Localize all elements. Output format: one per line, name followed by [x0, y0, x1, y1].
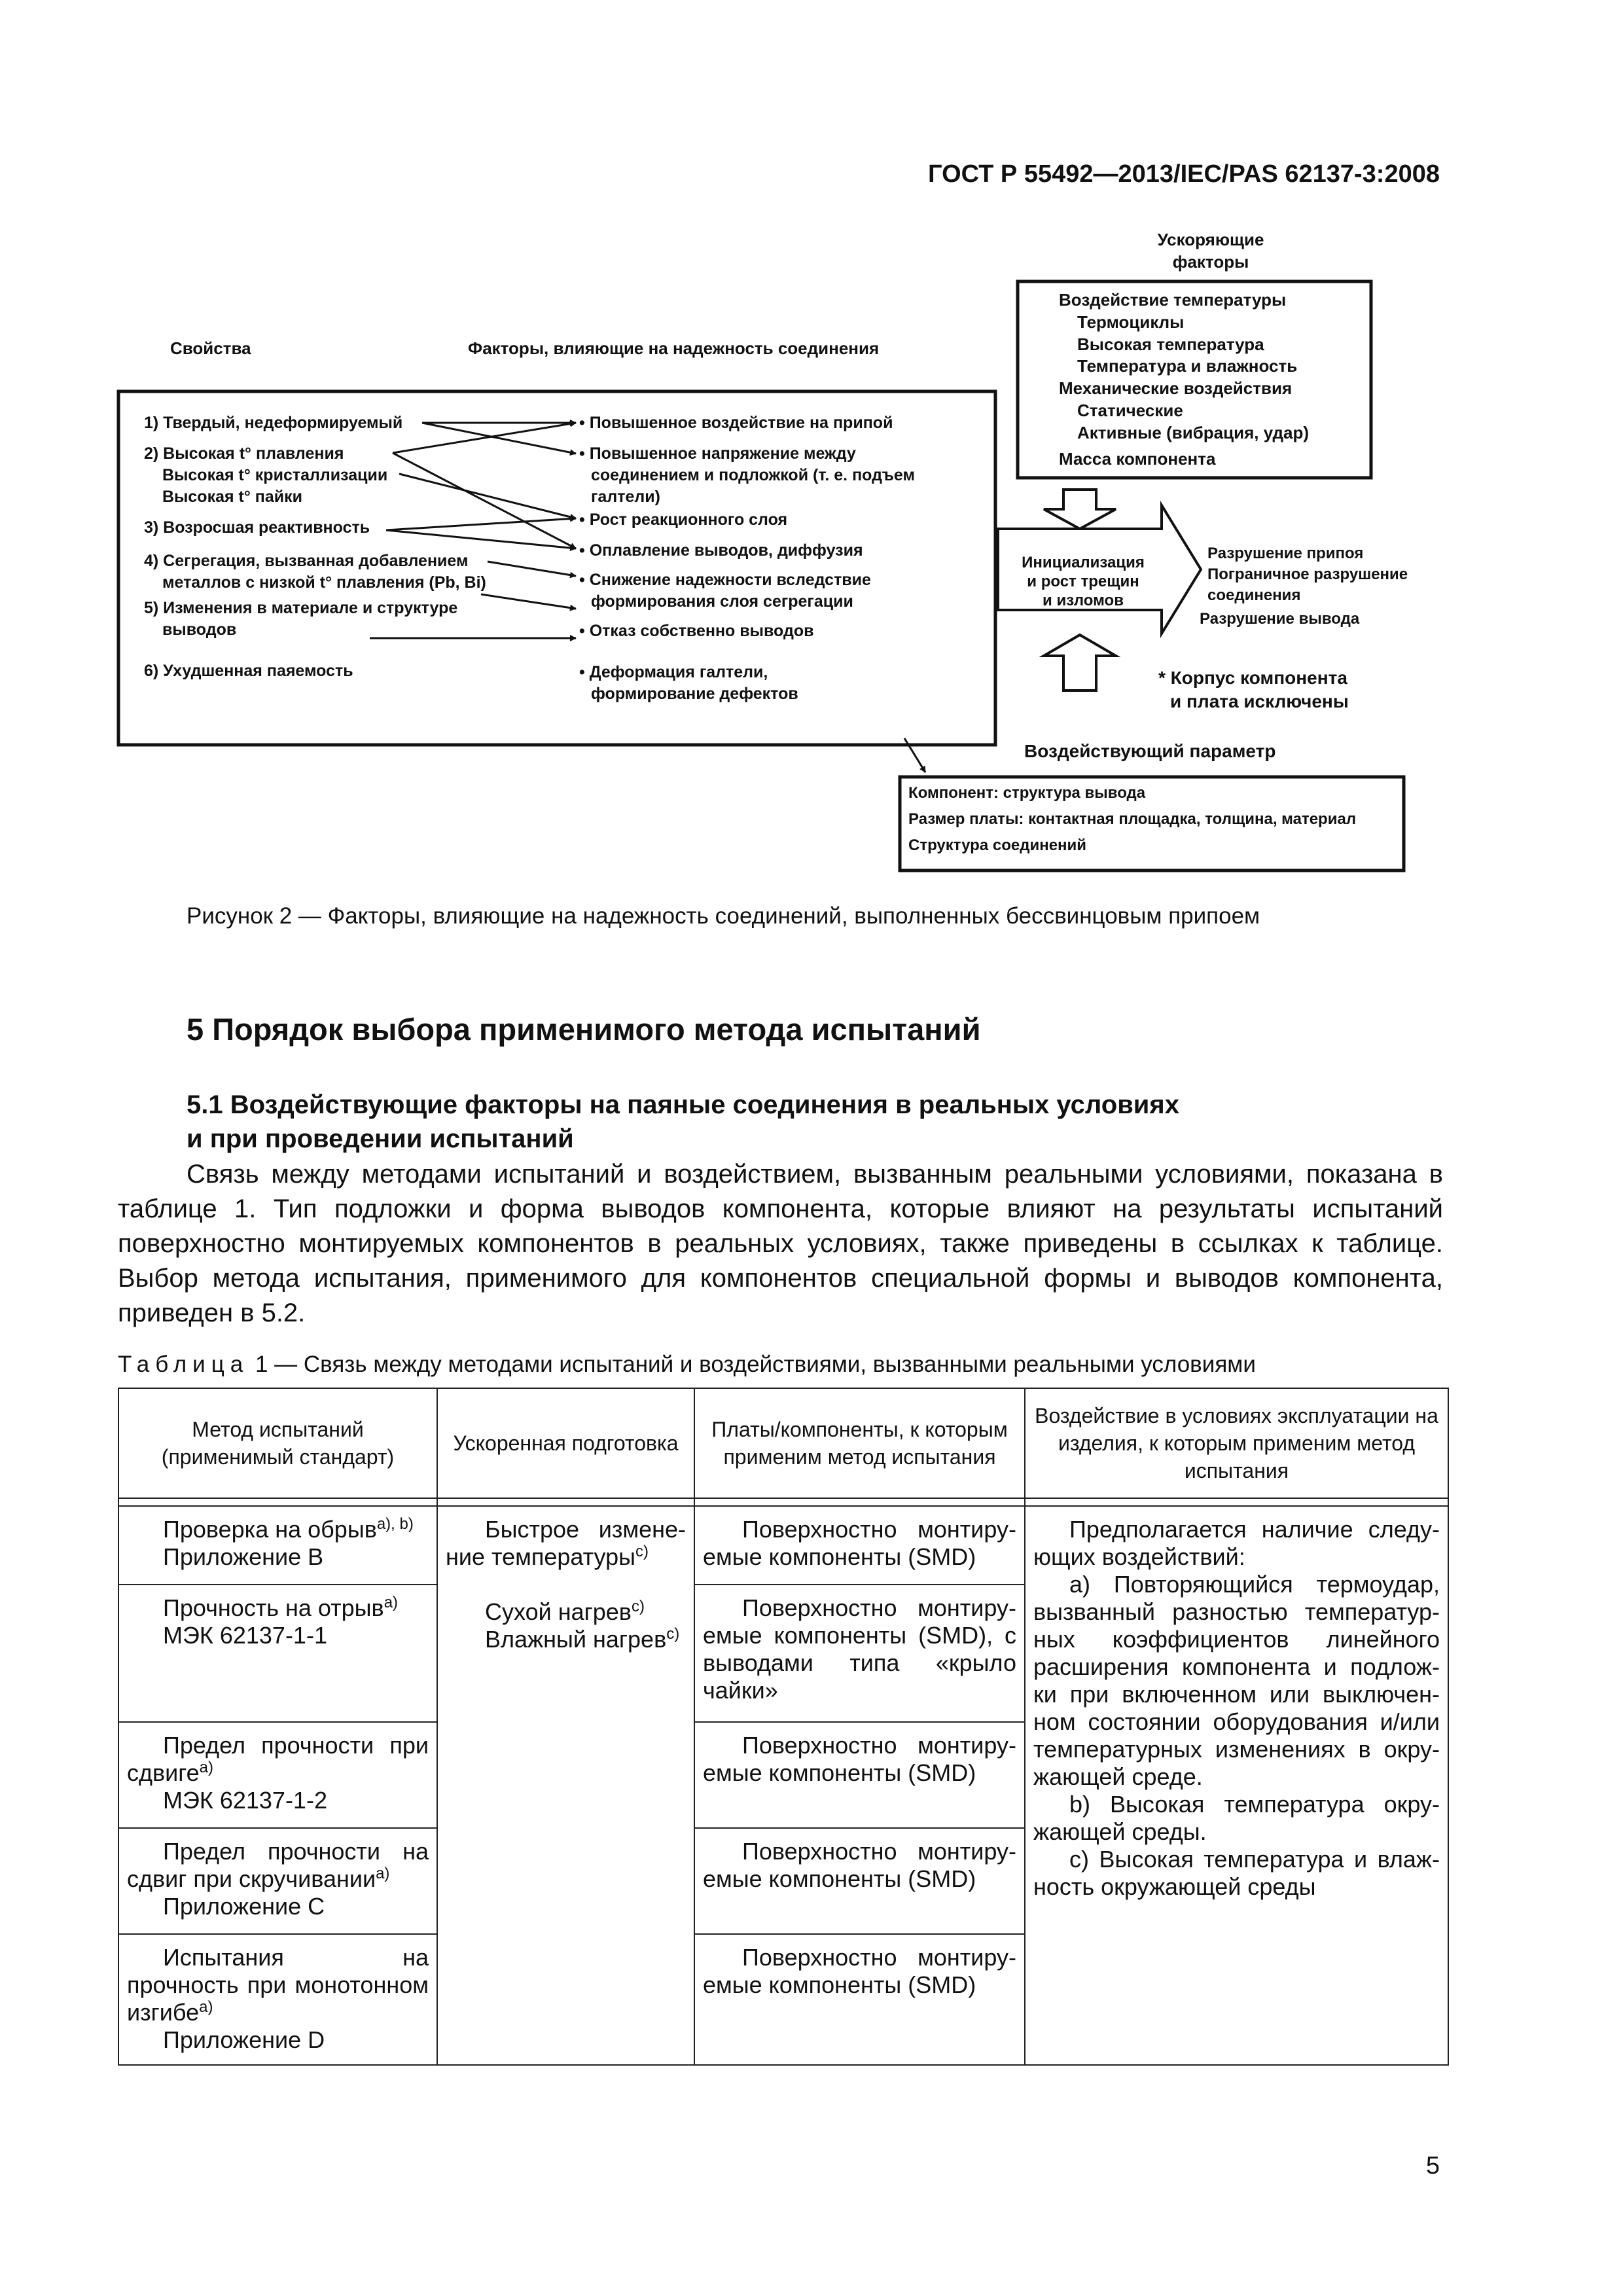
method-title: Испытания на прочность при монотонном изгибе	[127, 1944, 429, 2026]
body-paragraph: Связь между методами испытаний и воздействием, вызванным реальными условиями, показана в таблице 1. Тип подложки и форма выводов компонента, которые влияют на результаты испытаний поверхностно монтируемых компонентов в реальных условиях, также приведены в ссылках к таблице. Выбор метода испытания, применимого для компонентов специальной формы и выводов компонента, приведен в 5.2.	[118, 1160, 1443, 1327]
accel-line-2	[446, 1598, 686, 1626]
accel-footnote: c)	[635, 1543, 649, 1560]
accel-text: Сухой нагрев	[485, 1598, 632, 1625]
prop-item: 1) Твердый, недеформируемый	[144, 414, 403, 432]
method-reference: Приложение D	[163, 2026, 325, 2053]
accel-title	[1132, 229, 1289, 274]
factor-item: галтели)	[591, 488, 660, 506]
note-line: * Корпус компонента	[1158, 668, 1347, 688]
param-list	[908, 780, 1356, 859]
failure-item: Пограничное разрушение	[1207, 565, 1408, 583]
accel-line-3	[446, 1626, 686, 1653]
subsection-heading-line1: 5.1 Воздействующие факторы на паяные соединения в реальных условиях	[187, 1090, 1179, 1119]
effects-intro: Предполагается наличие следу-ющих воздействий:	[1033, 1516, 1440, 1570]
figure-caption: Рисунок 2 — Факторы, влияющие на надежность соединений, выполненных бессвинцовым припоем	[187, 903, 1260, 929]
accel-item: Высокая температура	[1077, 334, 1264, 354]
method-reference: Приложение B	[163, 1543, 324, 1570]
param-item: Компонент: структура вывода	[908, 784, 1146, 802]
factor-item: формирования слоя сегрегации	[591, 592, 853, 611]
factor-item: формирование дефектов	[591, 685, 798, 703]
table-caption	[118, 1352, 1256, 1378]
method-cell	[118, 1722, 437, 1828]
boards-cell: Поверхностно монтиру-емые компоненты (SMD)	[694, 1934, 1025, 2065]
factor-item: • Отказ собственно выводов	[579, 622, 814, 640]
methods-table	[118, 1388, 1449, 2066]
init-line: Инициализация	[1022, 554, 1145, 571]
note-line: и плата исключены	[1170, 691, 1349, 711]
method-reference: Приложение C	[163, 1893, 325, 1920]
header-boards: Платы/компоненты, к которым применим метод испытания	[694, 1388, 1025, 1498]
param-item: Структура соединений	[908, 836, 1087, 854]
init-label	[1008, 553, 1158, 610]
accel-line-1	[446, 1516, 686, 1571]
header-accel: Ускоренная подготовка	[437, 1388, 694, 1498]
init-line: и рост трещин	[1027, 573, 1139, 590]
method-title: Прочность на отрыв	[163, 1594, 384, 1621]
prop-item: 3) Возросшая реактивность	[144, 518, 370, 537]
method-name	[127, 1732, 429, 1787]
failure-item: Разрушение вывода	[1200, 610, 1360, 628]
factor-item: • Повышенное воздействие на припой	[579, 414, 893, 432]
init-line: и изломов	[1043, 592, 1124, 609]
method-footnote: a)	[376, 1865, 390, 1882]
method-title: Предел прочности на сдвиг при скручивании	[127, 1838, 429, 1892]
accel-text: Влажный нагрев	[485, 1626, 667, 1653]
accel-title-line2: факторы	[1172, 251, 1249, 272]
method-cell	[118, 1506, 437, 1585]
prop-item: 6) Ухудшенная паяемость	[144, 662, 353, 680]
props-title: Свойства	[170, 338, 251, 358]
factor-item: соединением и подложкой (т. е. подъем	[591, 466, 915, 484]
section-heading: 5 Порядок выбора применимого метода испытаний	[187, 1012, 981, 1047]
factor-item: • Оплавление выводов, диффузия	[579, 541, 863, 560]
prop-item: выводов	[162, 620, 237, 639]
props-list	[144, 412, 486, 682]
accel-text: Быстрое измене-ние температуры	[446, 1516, 686, 1570]
effects-item-c: c) Высокая температура и влаж-ность окружающей среды	[1033, 1846, 1440, 1900]
accel-item: Механические воздействия	[1059, 378, 1293, 399]
accel-list	[1059, 289, 1309, 470]
factor-item: • Снижение надежности вследствие	[579, 571, 871, 589]
factor-item: • Рост реакционного слоя	[579, 511, 788, 529]
accel-cell	[437, 1506, 694, 2065]
prop-item: металлов с низкой t° плавления (Pb, Bi)	[162, 573, 486, 592]
effects-cell	[1025, 1506, 1448, 2065]
failure-item: соединения	[1207, 586, 1301, 604]
method-reference: МЭК 62137-1-2	[163, 1787, 327, 1814]
method-cell	[118, 1828, 437, 1934]
method-cell	[118, 1934, 437, 2065]
header-method: Метод испытаний (применимый стандарт)	[118, 1388, 437, 1498]
accel-footnote: c)	[631, 1598, 645, 1615]
method-cell	[118, 1585, 437, 1722]
table-caption-word: Таблица	[118, 1352, 249, 1377]
prop-item: Высокая t° пайки	[162, 488, 303, 506]
factors-title: Факторы, влияющие на надежность соединения	[468, 338, 880, 358]
accel-item: Воздействие температуры	[1059, 290, 1287, 310]
effects-item-b: b) Высокая температура окру-жающей среды.	[1033, 1791, 1440, 1845]
boards-cell: Поверхностно монтиру-емые компоненты (SMD)	[694, 1722, 1025, 1828]
accel-item: Температура и влажность	[1077, 356, 1298, 376]
boards-cell: Поверхностно монтиру-емые компоненты (SMD)	[694, 1506, 1025, 1585]
prop-item: 2) Высокая t° плавления	[144, 444, 344, 463]
failure-list	[1200, 543, 1408, 630]
table-header-row	[118, 1388, 1448, 1498]
method-footnote: a), b)	[376, 1515, 414, 1533]
method-footnote: a)	[199, 1759, 213, 1776]
param-title: Воздействующий параметр	[1024, 741, 1276, 761]
subsection-heading-line2: и при проведении испытаний	[187, 1124, 574, 1153]
method-name	[127, 1594, 429, 1622]
accel-footnote: c)	[666, 1625, 680, 1643]
factors-list	[579, 412, 915, 705]
boards-cell: Поверхностно монтиру-емые компоненты (SMD), с выводами типа «крыло чайки»	[694, 1585, 1025, 1722]
accel-item: Масса компонента	[1059, 448, 1216, 469]
prop-item: 4) Сегрегация, вызванная добавлением	[144, 552, 469, 570]
method-name	[127, 1838, 429, 1893]
table-caption-text: 1 — Связь между методами испытаний и воздействиями, вызванными реальными условиями	[255, 1352, 1256, 1377]
effects-item-a: а) Повторяющийся термоудар, вызванный разностью температур-ных коэффициентов линейного расширения компонента и подлож-ки при включенном или выключен-ном состоянии оборудования и/или температурных изменениях в окру-жающей среде.	[1033, 1571, 1440, 1790]
method-name	[127, 1944, 429, 2026]
prop-item: Высокая t° кристаллизации	[162, 466, 388, 484]
accel-title-line1: Ускоряющие	[1157, 230, 1264, 249]
method-footnote: a)	[199, 1998, 213, 2016]
prop-item: 5) Изменения в материале и структуре	[144, 599, 458, 617]
page-number: 5	[1425, 2152, 1440, 2179]
exclusion-note	[1158, 666, 1349, 713]
method-name	[127, 1516, 429, 1543]
factor-item: • Деформация галтели,	[579, 663, 768, 681]
factor-item: • Повышенное напряжение между	[579, 444, 856, 463]
method-title: Предел прочности при сдвиге	[127, 1732, 429, 1786]
reliability-factors-figure	[111, 216, 1446, 897]
table-header-gap	[118, 1498, 1448, 1506]
accel-item: Термоциклы	[1077, 312, 1185, 332]
standard-header: ГОСТ Р 55492—2013/IEC/PAS 62137-3:2008	[928, 160, 1440, 188]
failure-item: Разрушение припоя	[1207, 545, 1364, 562]
table-row	[118, 1506, 1448, 1585]
accel-item: Активные (вибрация, удар)	[1077, 422, 1310, 442]
header-effects: Воздействие в условиях эксплуатации на изделия, к которым применим метод испытания	[1025, 1388, 1448, 1498]
method-title: Проверка на обрыв	[163, 1516, 377, 1543]
method-footnote: a)	[383, 1594, 399, 1611]
boards-cell: Поверхностно монтиру-емые компоненты (SMD)	[694, 1828, 1025, 1934]
subsection-heading	[187, 1088, 1179, 1156]
accel-item: Статические	[1077, 400, 1183, 420]
param-item: Размер платы: контактная площадка, толщина, материал	[908, 810, 1357, 828]
method-reference: МЭК 62137-1-1	[163, 1622, 327, 1649]
